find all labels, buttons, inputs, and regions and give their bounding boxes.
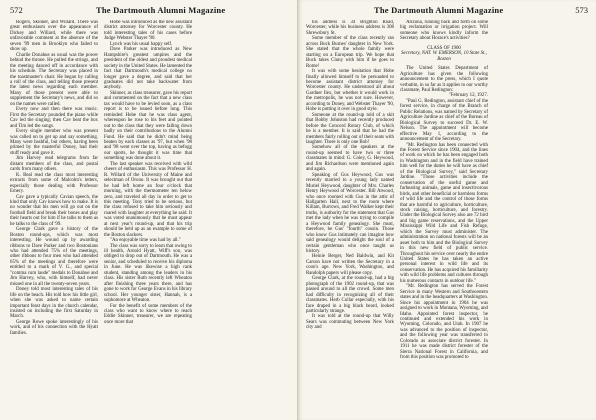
paragraph: "An enjoyable time was had by all."	[110, 238, 181, 244]
paragraph: The class was sorry to learn that owing to ill health, Arnold Hyatt, Wiff's son, was obliged to drop out of Dartmouth. He was a senior, and scheduled to receive his diploma in June. He was likewise a high rank student, standing among the leaders in his class. His sister Ruth recently left Wheaton after finishing three years there, and has gone to work for George Evans in his library school. Her younger sister, Hannah, is a sophomore at Wheaton.	[104, 243, 192, 304]
paragraph: Arizona, running back and forth on some big reclamation or irrigation project. Will someone who knows kindly inform the Secretary about Horace's activities?	[400, 20, 488, 42]
paragraph: It was told at the round-up that Willy Sears was commuting between New York city and	[306, 314, 394, 331]
text-column-1	[306, 20, 394, 416]
paragraph: Dave Parker was introduced as New Hampshire's greatest umpires and the president of the oldest and proudest medical society in the United States. He lamented the fact that Dartmouth's medical college no longer gave a degree, and said that her graduates did not take backwater from anybody.	[104, 47, 192, 91]
magazine-title: The Dartmouth Alumni Magazine	[374, 5, 504, 15]
text-column-2	[400, 20, 488, 416]
paragraph: K. Beal read the class most interesting extracts from some of Malcolm's letters, especially those dealing with Professor Emery.	[10, 172, 98, 195]
right-page	[298, 0, 596, 420]
paragraph: The United States Department of Agriculture has given the following announcement to the press, which I quote verbatim, in so far as it applies to our worthy classmate, Paul Redington:	[400, 66, 488, 93]
paragraph: Jim Harvey read telegrams from far distant members of the class, and postal cards from many others.	[10, 156, 98, 173]
paragraph: Speaking of Gus Heywood, Gus was recently married to a young lady named Muriel Heywood, daughter of Mrs. Charles Henry Heywood of Worcester. Bill Atwood, who once roomed with Gus in the attic of Hallgarten Hall, next to the room where Killam, Burrows, and Fred Walker kept their truths, is authority for the statement that Gus met the lady when he was trying to compile a Heywood family genealogy. She must, therefore, be Gus' "fourth" cousin. Those who know Gus intimately can imagine how said genealogy would delight the soul of a certain gentleman who once taught us history.	[306, 172, 394, 255]
paragraph: The last speaker was received with wild cheers of enthusiasm. This was Professor H. R. Willard of the University of Maine and selectman of Orono. It was brought out that he had left home an four o'clock that morning, with the thermometer ten below zero, and traveled all day in order to get to this meeting. Tony tried to be serious, but the class refused to take him seriously and roared with laughter at everything he said. It was voted unanimously that he must appear at next year's round-up, and that his trip should be held up as an example to some of the Boston slackers.	[104, 161, 192, 238]
page-number: 573	[575, 5, 588, 15]
text-column-3	[198, 20, 286, 416]
paragraph: George Rowe spoke interestingly of his work, and of his connection with the Hyatt families.	[10, 319, 98, 336]
paragraph: his address is 34 Brighton Road, Worcester, while his business address is 308 Shrewsbury St.	[306, 20, 394, 36]
page-header	[306, 5, 588, 15]
paragraph: Every single member who was present was called on to get up and say something. Many were bashful, but others, having been primed by the masterful Doney, had their stuff ready and gave it.	[10, 129, 98, 156]
dateline: "February 12, 1927.	[448, 93, 488, 99]
paragraph: Doney told most interesting tales of his life on the beach. His told how his little girl, when she was asked to name certain important feast days in the church calendar, insisted on including the first Saturday in March.	[10, 287, 98, 320]
paragraph: Lynch was his usual happy self.	[110, 41, 173, 47]
paragraph: Somehow all of the speakers at the round-up seemed to have two or three classmates in mind: G. Coley, G. Heywood, and Jim Richardson were mentioned again and again.	[306, 145, 394, 173]
class-secretary-line: Secretary, NAT. W. EMERSON, 10 State St., Boston	[401, 51, 487, 62]
paragraph: For the benefit of some members of the class who want to know where to reach Eddie Skinner, treasurer, we are repeating once more that	[104, 303, 192, 325]
paragraph: "Mr. Redington has been connected with the Forest Service since 1904, and the lines of work on which he has been engaged both in Washington and in the field have trained him well for the duties he will have as chief of the Biological Survey," said Secretary Jardine. "Those activities include the conservation of the useful game and furbearing animals, game and insectivorous birds, and other beneficial or harmless forms of wild life and the control of those forms that are harmful to agriculture, horticulture, stock raising, horticulture, and forestry. Under the Biological Survey also are 72 bird and big game reservations, and the Upper Mississippi Wild Life and Fish Refuge, which the Survey must administer. The administration on national forests will be an asset both to him and the Biological Survey in this new field of public service. Throughout his service over nearly the entire United States he has taken an active personal interest in wild life and its conservation. He has acquired his familiarity with wild life problems and cultures through his numerous contacts in outdoor life."	[400, 142, 488, 284]
paragraph: Some member of the class recently ran across Buck Burnes' daughter in New York. She stated that the whole family were starting on a European trip. We hope that Buck takes Cluny with him if he goes to Rome!	[306, 36, 394, 69]
page-header	[10, 5, 290, 15]
magazine-title: The Dartmouth Alumni Magazine	[96, 5, 226, 15]
paragraph: George Clark, at the round-up, had a big photograph of the 1902 round-up, that was passed around to all the crowd. Some men had difficulty in recognizing all of their classmates. Herb Collar especially, with his face draped in a big black beard, looked particularly strange.	[306, 276, 394, 315]
paragraph: It was with some hesitation that Hobe finally allowed himself to be persuaded to become assistant district attorney for Worcester county. He understood all about Gardner Ilex, but whether it would work in the metropolis, he was not sure. However, according to Doney, and Webster Thayer '90, Hobe is putting it over in good style.	[306, 69, 394, 113]
paragraph: George Clark gave a history of the Boston round-ups, which was most interesting. He wound up by awarding ribbons to Dave Parker and two Bostonians who had attended 75% of the meetings, other ribbons to four men who had attended 65% of the meetings and therefore were entitled to a mark of V. G., and special "comma cum laude" medals to Donahue and Jim Harvey, who, with himself, had never missed one in all the twenty-seven years.	[10, 227, 98, 287]
text-column-1	[10, 20, 98, 416]
paragraph: Rogers, Skinner, and Willard. There was great enthusiasm over the appearance of Dickey and Willard, while there was unfavorable comment at the absence of the seven '99 men in Brooklyn who failed to show up.	[10, 20, 98, 53]
text-column-2	[104, 20, 192, 416]
page-number: 572	[10, 5, 23, 15]
paragraph: Skinner, as class treasurer, gave his report and commented on the fact that a new class tax would have to be levied soon, as a class report is to be issued before long. This reminded Hobe that he was class agent, whereupon he rose to his feet and pointed out to the class that they were falling down badly on their contributions to the Alumni Fund. He said that he didn't mind being beaten by each classes as '97, but when '98 and '98 went over the top, having as befogg our sports, he thought it was time that something was done about it.	[104, 90, 192, 162]
paragraph: Every now and then there was music. First the Secretary pounded the piano while Cav led the singing; then Cav beat the box and Tim led the songs.	[10, 107, 98, 129]
class-heading: CLASS OF 1900	[427, 45, 461, 51]
paragraph: "Paul G. Redington, assistant chief of the forest service, in charge of the Branch of Public Relations, was named by Secretary of Agriculture Jardine as chief of the Bureau of Biological Survey to succeed Dr. E. W. Nelson. The appointment will become effective May 1, according to the announcement of the Secretary.	[400, 98, 488, 143]
paragraph: Hobe was introduced as the new assistant district attorney for Worcester county. He told interesting tales of his cases before Judge Webster Thayer '90.	[104, 20, 192, 42]
paragraph: "Mr. Redington has served the Forest Service in many Western and Southwestern states and in the headquarters at Washington. Since his appointment in 1904 he was assigned to work in Montana, Wyoming, and Idaho. Appointed forest inspector, he continued and extended his work in Wyoming, Colorado, and Utah. In 1907 he was advanced to the position of inspector, and the following year was transferred to Colorado as associate district forester. In 1911 he was made district forester of the Sierra National Forest in California, and from this position was promoted to	[400, 284, 488, 361]
text-column-3	[494, 20, 582, 416]
paragraph: Heinie Berger, Ned Baldwin, and Kit Carson have not written the Secretary in a coon's age. New York, Washington, and Randolph papers will please copy.	[306, 254, 394, 276]
paragraph: Charlie Donahue as usual was the power behind the throne. He pulled the strings, and the meeting danced off in accordance with his schedule. The Secretary was placed in the toastmaster's chair. He began by calling a roll of the class, and telling those present the latest news regarding each member. Many of those present were able to supplement the Secretary's news, and did so on the names were called.	[10, 52, 98, 107]
paragraph: Someone at the round-up told of a skit that Bobby Johnston had recently produced before the Concord Rotary Club, of which he is a member. It is said that he had the members fairly rolling out of their seats with laughter. There is only one Bob!	[306, 112, 394, 145]
paragraph: Cav gave a typically Cavian speech, the kind that only Cav knows how to make. It is no wonder that his men will go out on the football field and break their bones and play their hearts out for him if he talks to them as he talks to the class of '99.	[10, 194, 98, 227]
